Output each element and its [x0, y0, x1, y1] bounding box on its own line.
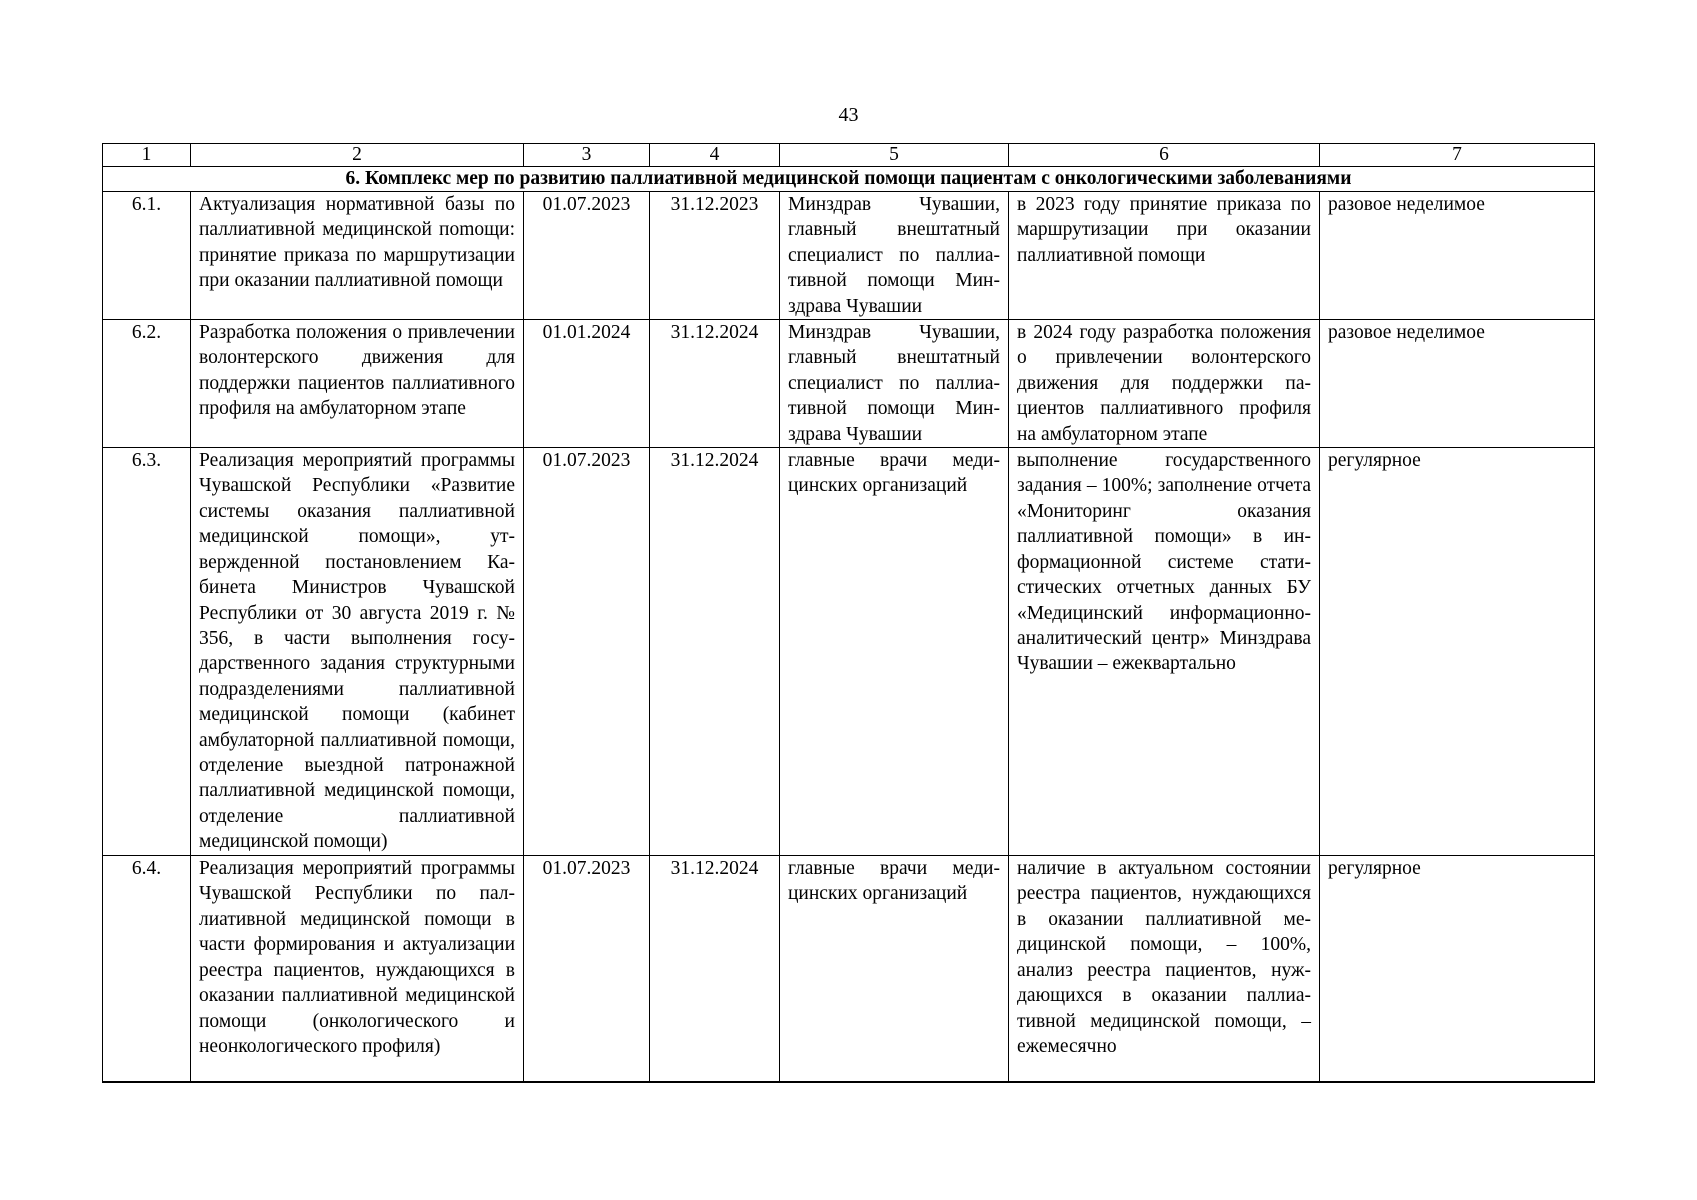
row-number: 6.2. [103, 320, 191, 448]
type-cell: регулярное [1320, 856, 1595, 1082]
result-cell: наличие в актуальном состоянии реестра пациентов, нуждающихся в оказании паллиативной медицинской помощи, – 100%, анализ реестра пациентов, нуждающихся в оказании паллиативной медицинской помощи, – ежемесячно [1009, 856, 1320, 1082]
responsible-cell: главные врачи медицинских организаций [780, 856, 1009, 1082]
result-cell: выполнение государственного задания – 100%; заполнение отчета «Мониторинг оказания паллиативной помощи» в информационной системе статистических отчетных данных БУ «Медицинский информационно-аналитический центр» Минздрава Чувашии – ежеквартально [1009, 448, 1320, 856]
measure-cell: Реализация мероприятий программы Чувашской Республики «Развитие системы оказания паллиативной медицинской помощи», утвержденной постановлением Кабинета Министров Чувашской Республики от 30 августа 2019 г. № 356, в части выполнения государственного задания структурными подразделениями паллиативной медицинской помощи (кабинет амбулаторной паллиативной помощи, отделение выездной патронажной паллиативной медицинской помощи, отделение паллиативной медицинской помощи) [191, 448, 524, 856]
result-cell: в 2023 году принятие приказа по маршрутизации при оказании паллиативной помощи [1009, 192, 1320, 320]
column-number: 2 [191, 144, 524, 167]
column-number: 7 [1320, 144, 1595, 167]
start-date-cell: 01.07.2023 [524, 856, 650, 1082]
section-title: 6. Комплекс мер по развитию паллиативной медицинской помощи пациентам с онкологическими заболеваниями [103, 167, 1595, 192]
table-row [103, 192, 1595, 320]
start-date-cell: 01.07.2023 [524, 192, 650, 320]
result-cell: в 2024 году разработка положения о привлечении волонтерского движения для поддержки пациентов паллиативного профиля на амбулаторном этапе [1009, 320, 1320, 448]
end-date-cell: 31.12.2024 [650, 856, 780, 1082]
responsible-cell: Минздрав Чувашии, главный внештатный специалист по паллиативной помощи Минздрава Чувашии [780, 192, 1009, 320]
measure-cell: Актуализация нормативной базы по паллиативной медицинской поmощи: принятие приказа по маршрутизации при оказании паллиативной помощи [191, 192, 524, 320]
column-number: 4 [650, 144, 780, 167]
table-row [103, 856, 1595, 1082]
measure-cell: Разработка положения о привлечении волонтерского движения для поддержки пациентов паллиативного профиля на амбулаторном этапе [191, 320, 524, 448]
type-cell: регулярное [1320, 448, 1595, 856]
column-number: 5 [780, 144, 1009, 167]
table-row [103, 320, 1595, 448]
type-cell: разовое неделимое [1320, 320, 1595, 448]
page-number: 43 [838, 104, 859, 126]
table-row [103, 448, 1595, 856]
type-cell: разовое неделимое [1320, 192, 1595, 320]
end-date-cell: 31.12.2024 [650, 448, 780, 856]
column-number: 1 [103, 144, 191, 167]
responsible-cell: главные врачи медицинских организаций [780, 448, 1009, 856]
row-number: 6.1. [103, 192, 191, 320]
column-number: 3 [524, 144, 650, 167]
column-number: 6 [1009, 144, 1320, 167]
column-number-row [103, 144, 1595, 167]
end-date-cell: 31.12.2024 [650, 320, 780, 448]
start-date-cell: 01.07.2023 [524, 448, 650, 856]
row-number: 6.3. [103, 448, 191, 856]
responsible-cell: Минздрав Чувашии, главный внештатный специалист по паллиативной помощи Минздрава Чувашии [780, 320, 1009, 448]
measures-table [102, 143, 1595, 1083]
end-date-cell: 31.12.2023 [650, 192, 780, 320]
measure-cell: Реализация мероприятий программы Чувашской Республики по паллиативной медицинской помощи в части формирования и актуализации реестра пациентов, нуждающихся в оказании паллиативной медицинской помощи (онкологического и неонкологического профиля) [191, 856, 524, 1082]
row-number: 6.4. [103, 856, 191, 1082]
start-date-cell: 01.01.2024 [524, 320, 650, 448]
section-row [103, 167, 1595, 192]
